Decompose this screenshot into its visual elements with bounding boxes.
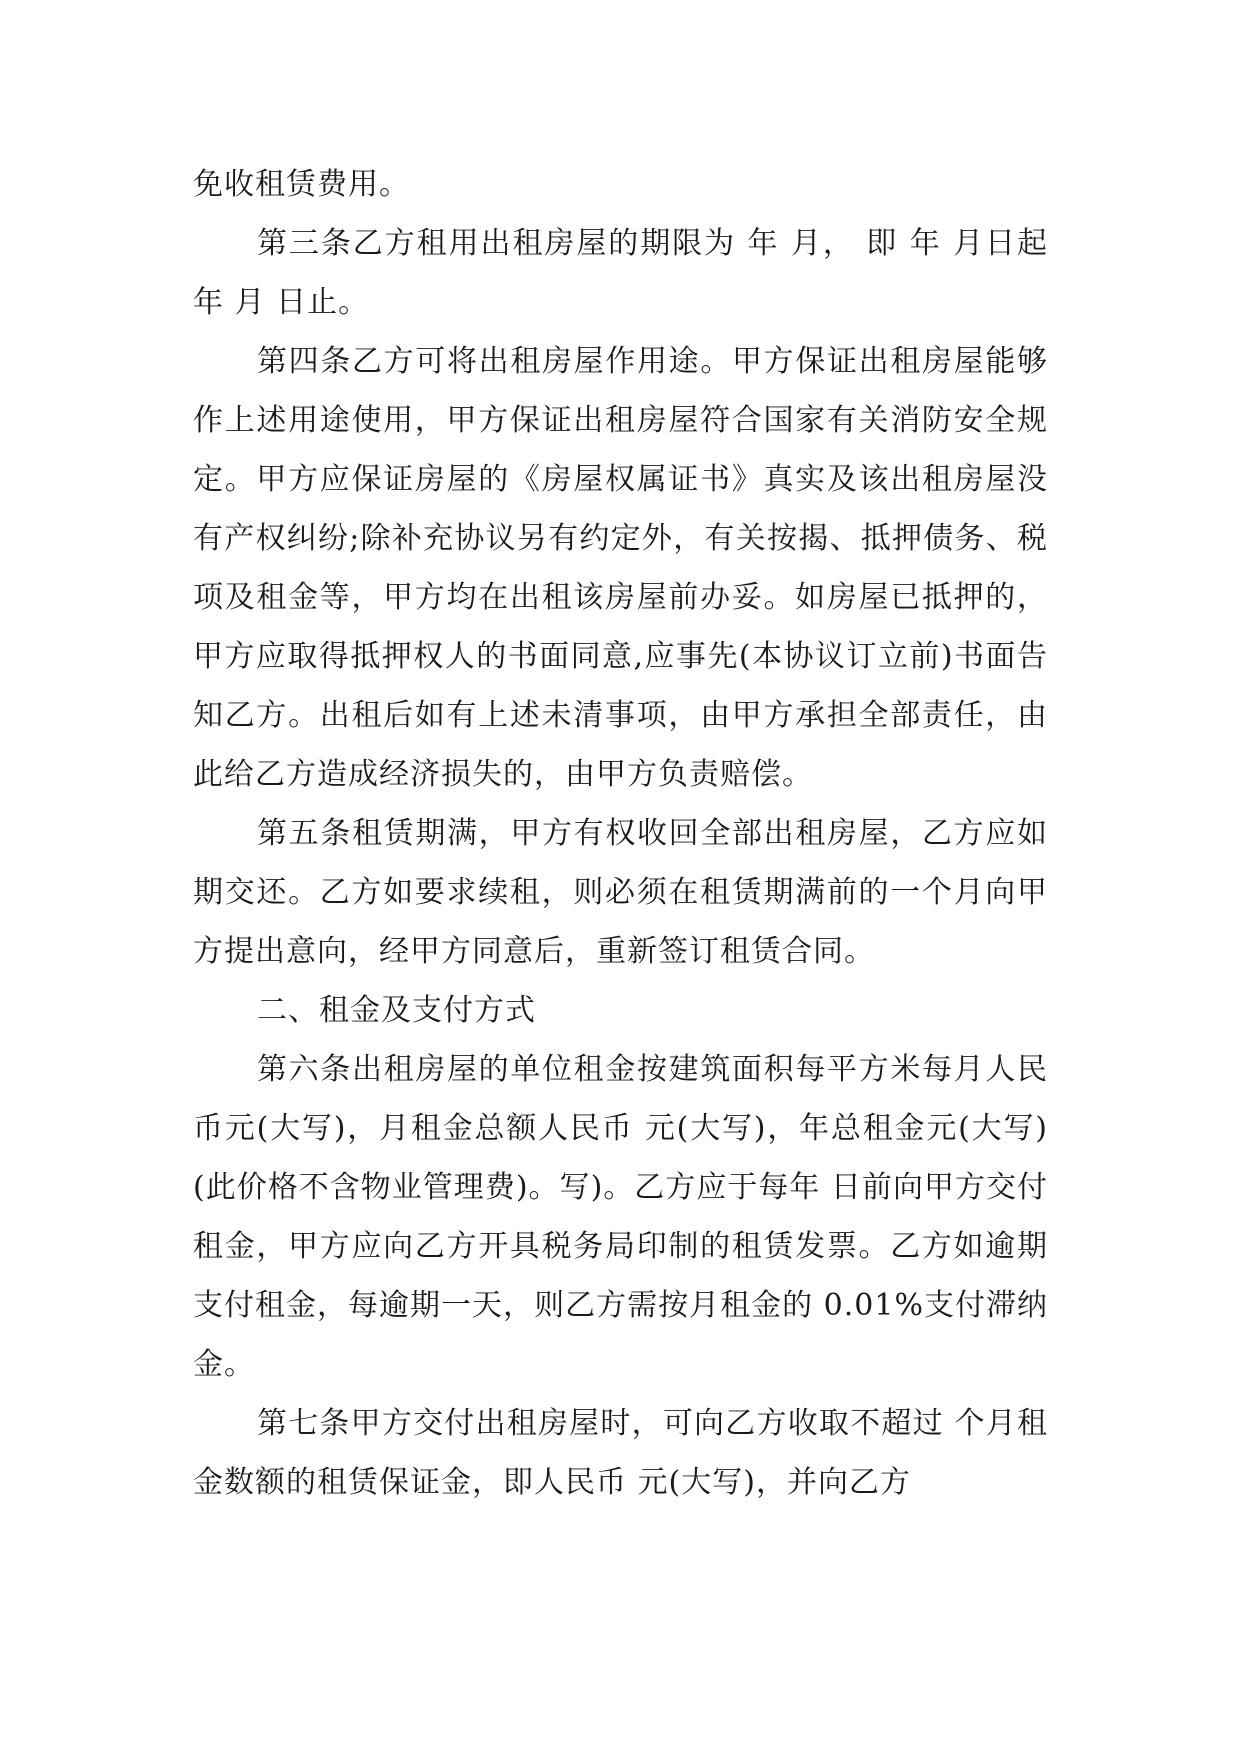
paragraph-article-4: 第四条乙方可将出租房屋作用途。甲方保证出租房屋能够作上述用途使用，甲方保证出租房屋符合国家有关消防安全规定。甲方应保证房屋的《房屋权属证书》真实及该出租房屋没有产权纠纷;除补充协议另有约定外，有关按揭、抵押债务、税项及租金等，甲方均在出租该房屋前办妥。如房屋已抵押的，甲方应取得抵押权人的书面同意,应事先(本协议订立前)书面告知乙方。出租后如有上述未清事项，由甲方承担全部责任，由此给乙方造成经济损失的，由甲方负责赔偿。 <box>193 344 1048 792</box>
paragraph-exempt-fee: 免收租赁费用。 <box>193 167 410 202</box>
document-body <box>193 155 1048 1512</box>
paragraph-article-3: 第三条乙方租用出租房屋的期限为 年 月， 即 年 月日起 年 月 日止。 <box>193 226 1048 320</box>
paragraph-article-6: 第六条出租房屋的单位租金按建筑面积每平方米每月人民币元(大写)，月租金总额人民币 元(大写)，年总租金元(大写)(此价格不含物业管理费)。写)。乙方应于每年 日前向甲方交付租金，甲方应向乙方开具税务局印制的租赁发票。乙方如逾期支付租金，每逾期一天，则乙方需按月租金的 0.01%支付滞纳金。 <box>193 1052 1048 1382</box>
paragraph-article-7: 第七条甲方交付出租房屋时，可向乙方收取不超过 个月租金数额的租赁保证金，即人民币 元(大写)，并向乙方 <box>193 1406 1048 1500</box>
paragraph-article-5: 第五条租赁期满，甲方有权收回全部出租房屋，乙方应如期交还。乙方如要求续租，则必须在租赁期满前的一个月向甲方提出意向，经甲方同意后，重新签订租赁合同。 <box>193 816 1048 969</box>
section-heading-rent-payment: 二、租金及支付方式 <box>257 993 536 1028</box>
